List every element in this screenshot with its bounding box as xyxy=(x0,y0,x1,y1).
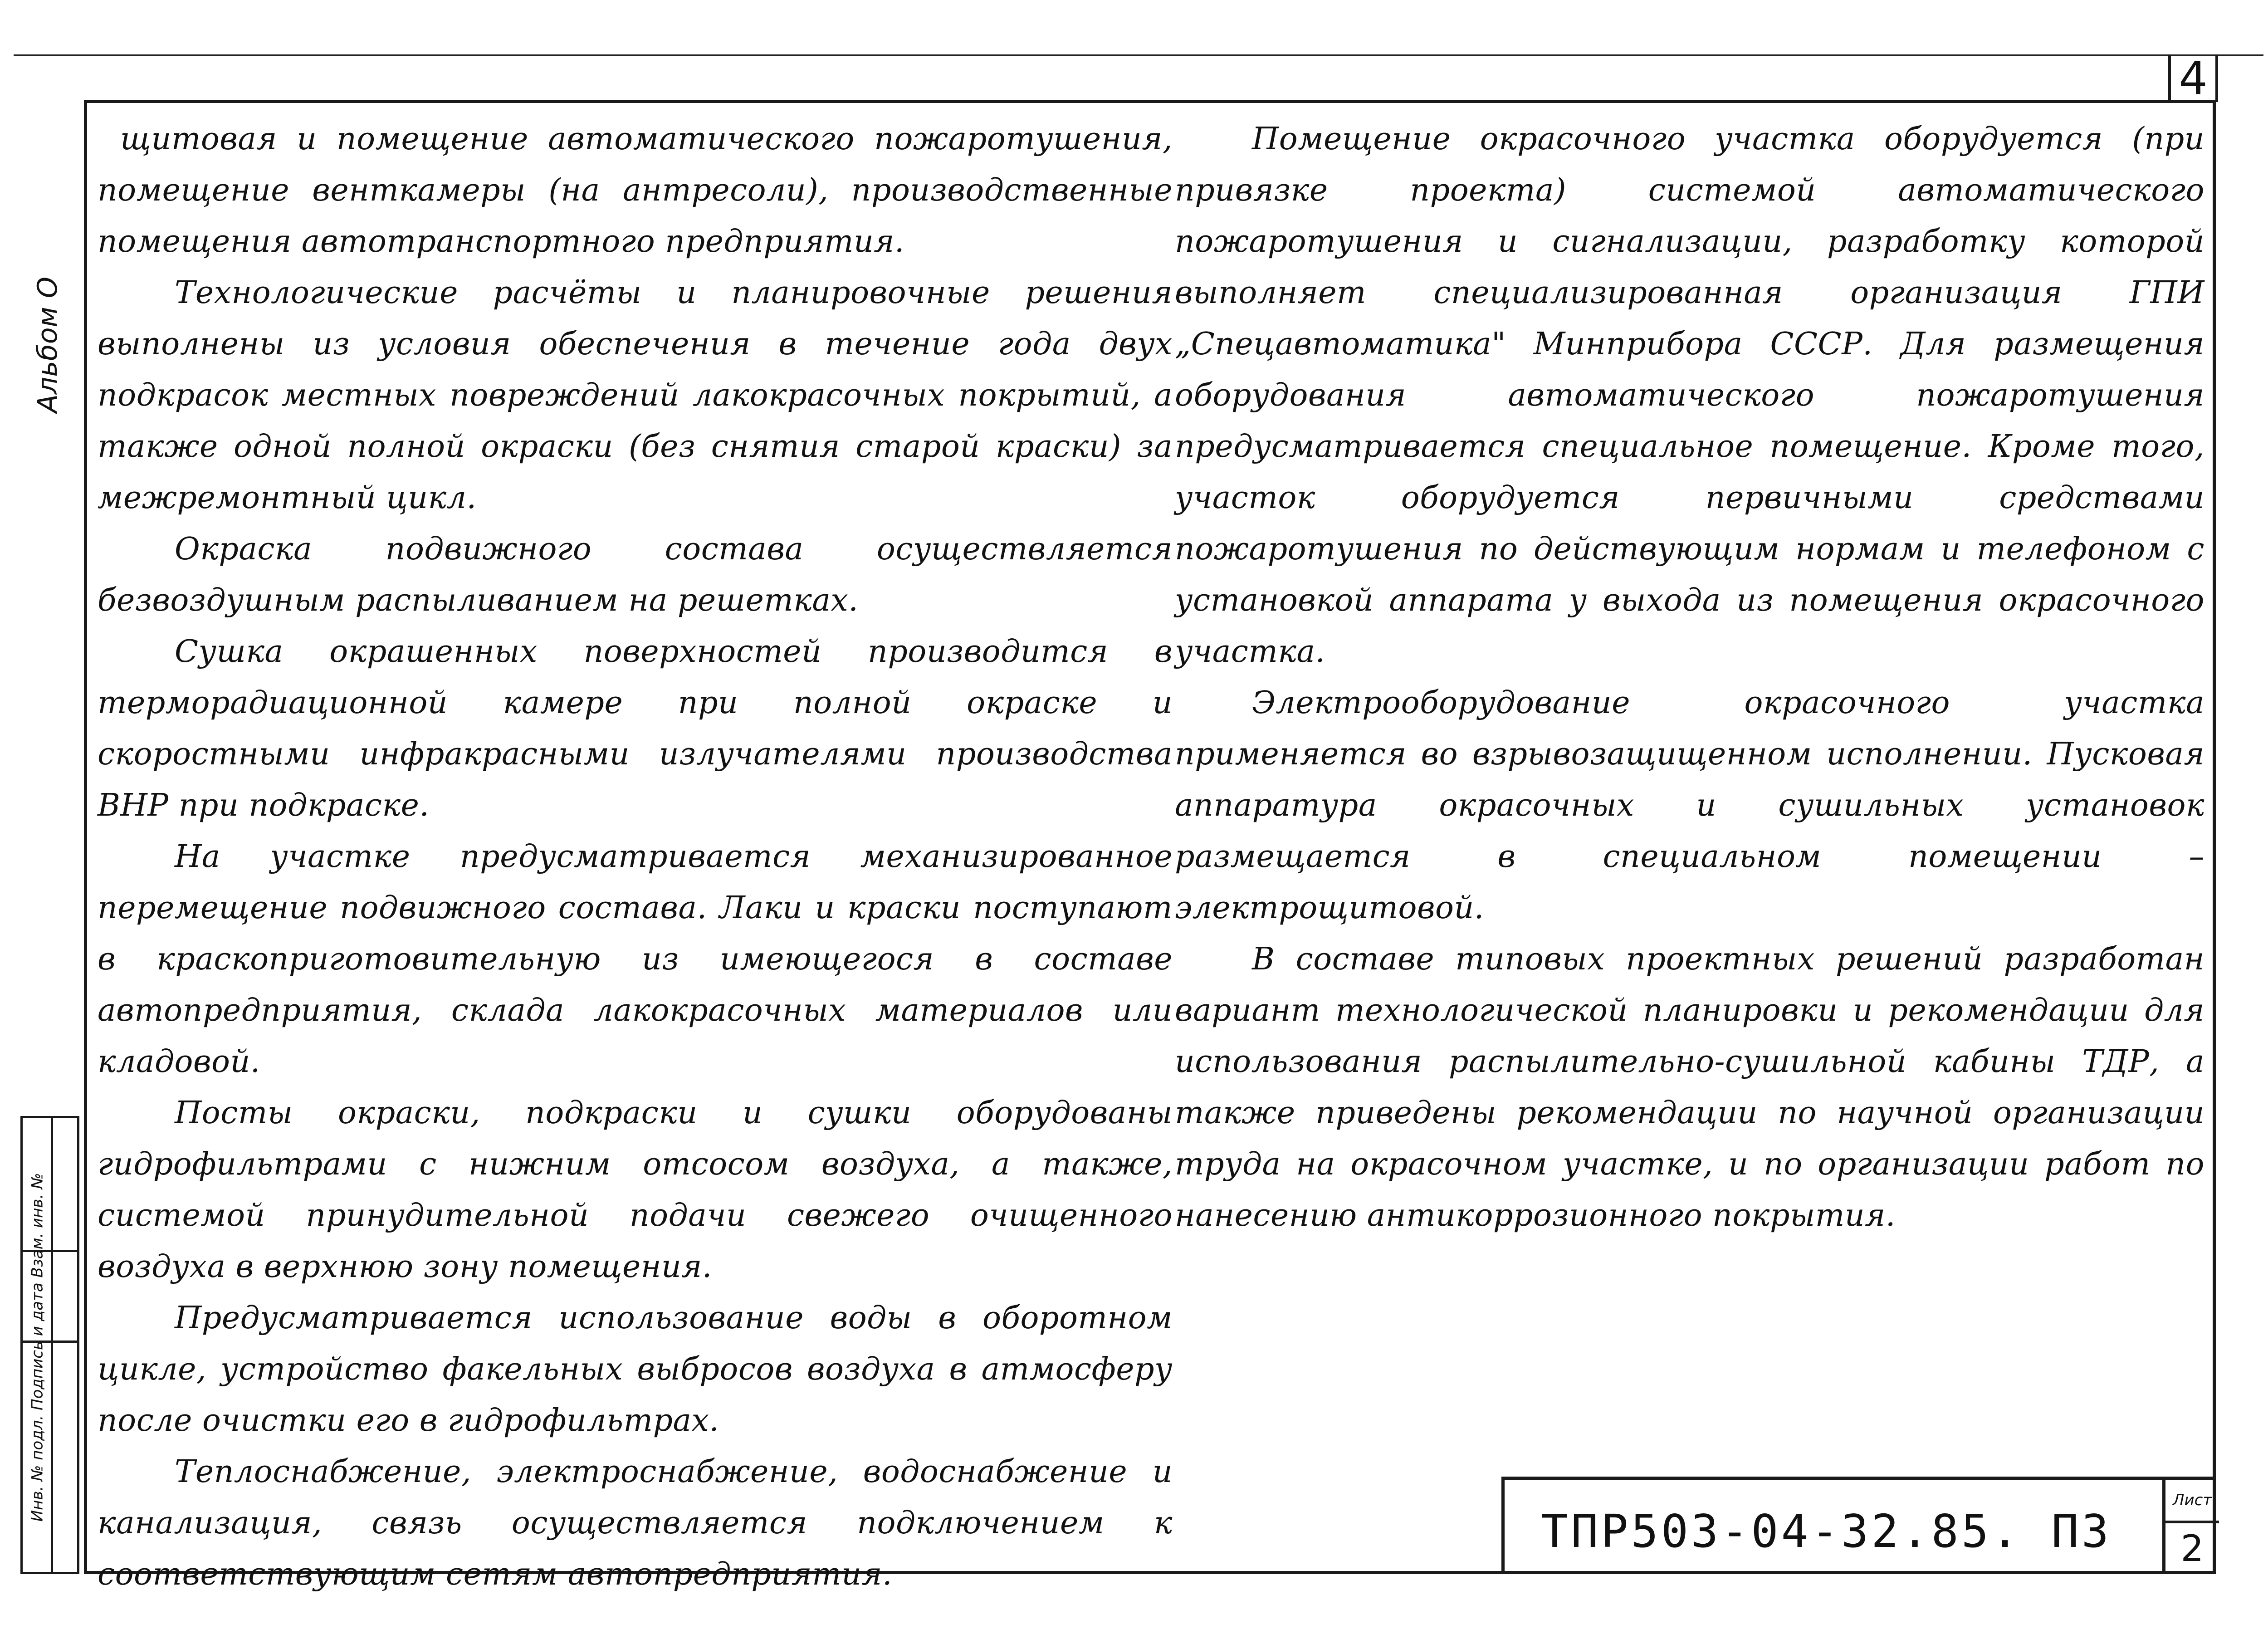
sheet-number-box xyxy=(2168,51,2218,105)
title-block xyxy=(1501,1477,2216,1574)
paragraph: Теплоснабжение, электроснабжение, водоснабжение и канализация, связь осуществляется подключением к соответствующим сетям автопредприятия. xyxy=(98,1454,1173,1592)
album-label-box xyxy=(27,254,68,435)
stamp-strip xyxy=(20,1116,79,1574)
sheet-number: 4 xyxy=(2179,51,2208,105)
paragraph: Окраска подвижного состава осуществляется безвоздушным распыливанием на решетках. xyxy=(98,531,1173,618)
paragraph: Технологические расчёты и планировочные решения выполнены из условия обеспечения в течение года двух подкрасок местных повреждений лакокрасочных покрытий, а также одной полной окраски (без снятия старой краски) за межремонтный цикл. xyxy=(98,275,1173,516)
paragraph: Посты окраски, подкраски и сушки оборудованы гидрофильтрами с нижним отсосом воздуха, а также, системой принудительной подачи свежего очищенного воздуха в верхнюю зону помещения. xyxy=(98,1095,1173,1285)
right-text-column xyxy=(1175,113,2204,1241)
paragraph: Предусматривается использование воды в оборотном цикле, устройство факельных выбросов воздуха в атмосферу после очистки его в гидрофильтрах. xyxy=(98,1300,1173,1438)
paragraph: Помещение окрасочного участка оборудуется (при привязке проекта) системой автоматического пожаротушения и сигнализации, разработку которой выполняет специализированная организация ГПИ „Спецавтоматика" Минприбора СССР. Для размещения оборудования автоматического пожаротушения предусматривается специальное помещение. Кроме того, участок оборудуется первичными средствами пожаротушения по действующим нормам и телефоном с установкой аппарата у выхода из помещения окрасочного участка. xyxy=(1175,121,2204,670)
top-rule xyxy=(14,54,2263,56)
sheet-value: 2 xyxy=(2180,1527,2204,1570)
stamp-strip-label-box xyxy=(25,1136,50,1558)
paragraph: Электрооборудование окрасочного участка применяется во взрывозащищенном исполнении. Пусковая аппаратура окрасочных и сушильных установок размещается в специальном помещении – электрощитовой. xyxy=(1175,685,2204,926)
album-label: Альбом О xyxy=(32,276,64,413)
stamp-strip-label: Инв. № подл. Подпись и дата Взам. инв. № xyxy=(28,1173,47,1522)
stamp-strip-divider xyxy=(51,1118,53,1572)
paragraph: Сушка окрашенных поверхностей производится в терморадиационной камере при полной окраске и скоростными инфракрасными излучателями производства ВНР при подкраске. xyxy=(98,634,1173,823)
paragraph: На участке предусматривается механизированное перемещение подвижного состава. Лаки и краски поступают в краскоприготовительную из имеющегося в составе автопредприятия, склада лакокрасочных материалов или кладовой. xyxy=(98,839,1173,1080)
document-code: ТПР503-04-32.85. ПЗ xyxy=(1541,1505,2112,1558)
paragraph: В составе типовых проектных решений разработан вариант технологической планировки и рекомендации для использования распылительно-сушильной кабины ТДР, а также приведены рекомендации по научной организации труда на окрасочном участке, и по организации работ по нанесению антикоррозионного покрытия. xyxy=(1175,941,2204,1233)
left-text-column xyxy=(98,113,1173,1600)
sheet-label: Лист xyxy=(2165,1480,2219,1523)
paragraph: щитовая и помещение автоматического пожаротушения, помещение венткамеры (на антресоли), производственные помещения автотранспортного предприятия. xyxy=(98,121,1173,259)
sheet-box xyxy=(2162,1480,2219,1574)
